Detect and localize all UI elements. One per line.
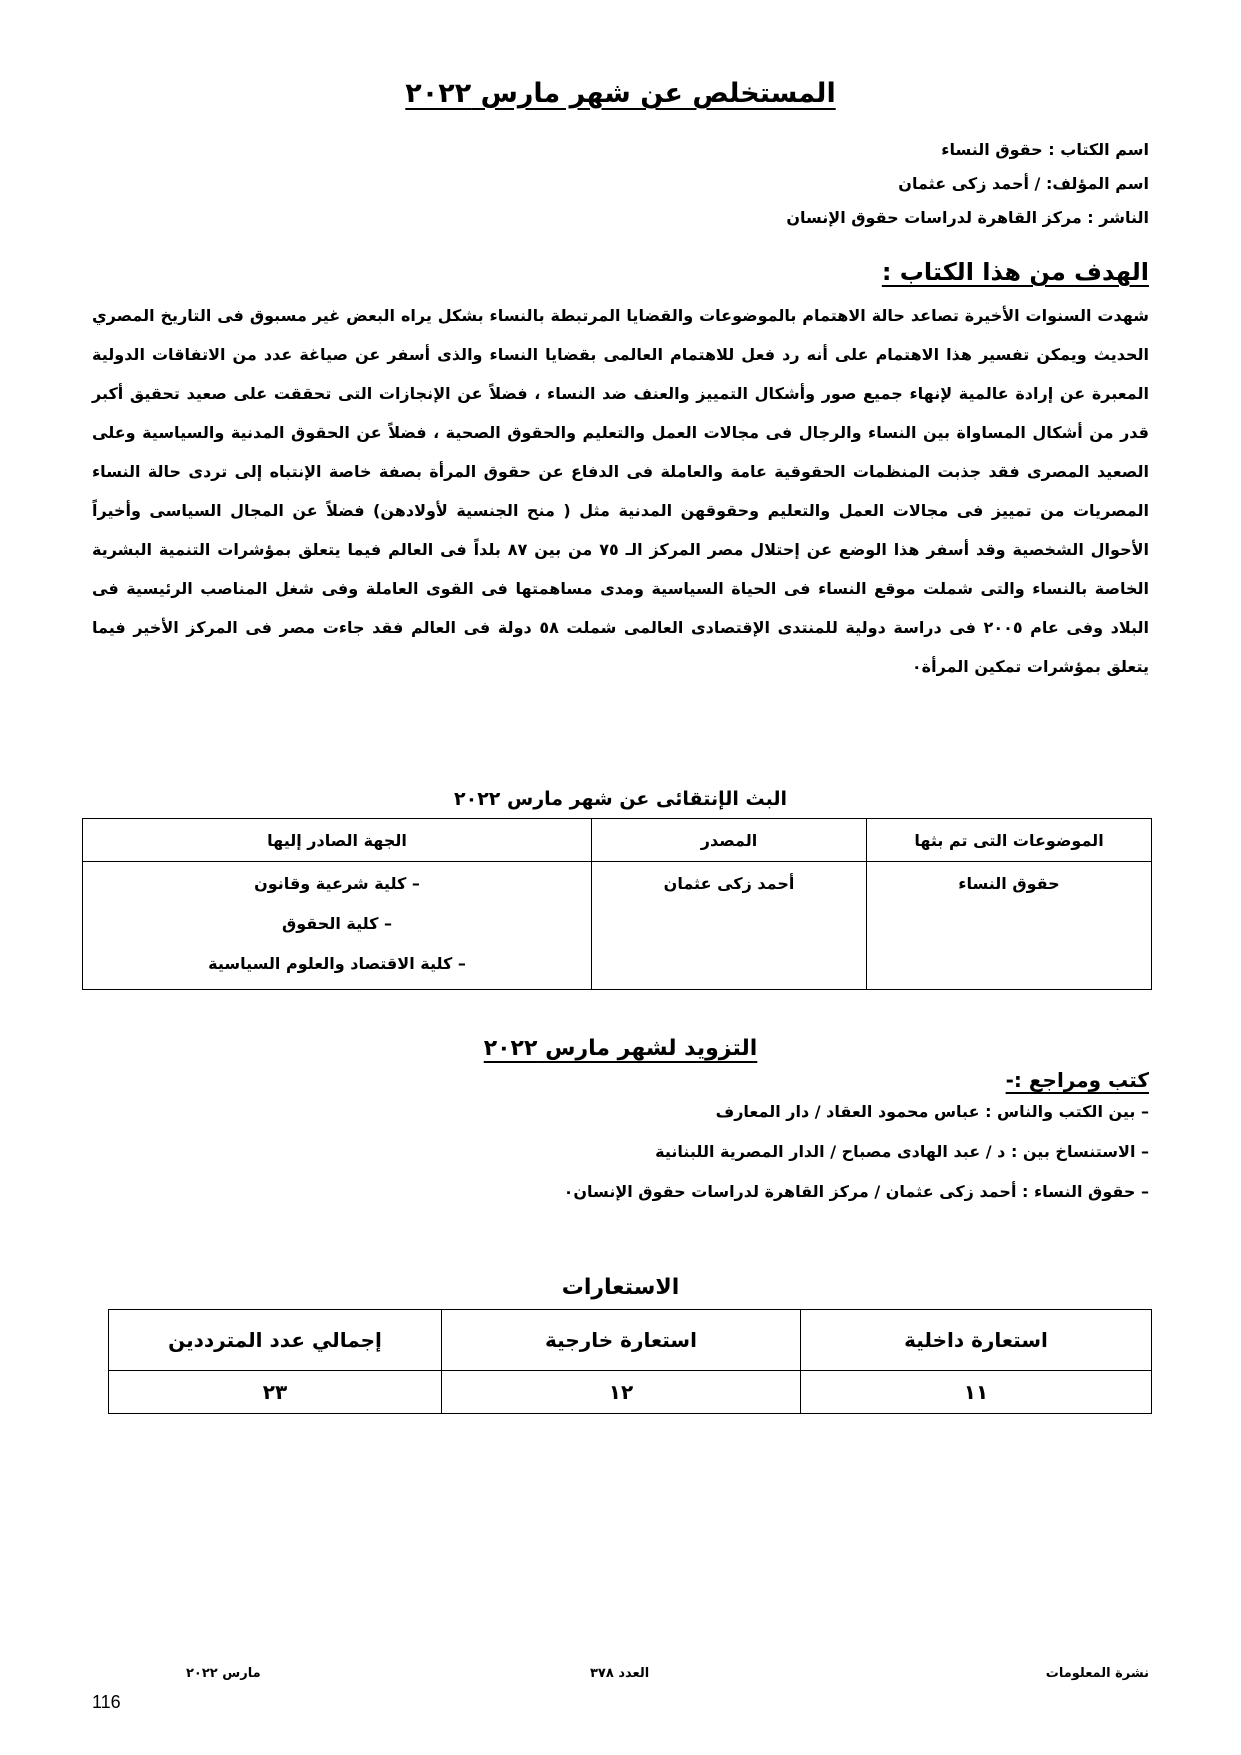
table-header-cell: الجهة الصادر إليها	[83, 819, 592, 862]
table-header-cell: الموضوعات التى تم بثها	[867, 819, 1152, 862]
table-cell: ١١	[801, 1371, 1152, 1414]
table-cell-topic: حقوق النساء	[867, 862, 1152, 990]
broadcast-title: البث الإنتقائى عن شهر مارس ٢٠٢٢	[454, 788, 787, 810]
book-author-line: اسم المؤلف: / أحمد زكى عثمان	[898, 174, 1149, 193]
book-title-line: اسم الكتاب : حقوق النساء	[941, 140, 1149, 159]
table-cell-recipients	[83, 862, 592, 990]
list-item: – كلية شرعية وقانون	[254, 874, 420, 893]
broadcast-table	[82, 818, 1152, 990]
page-title: المستخلص عن شهر مارس ٢٠٢٢	[405, 78, 836, 109]
table-header-row	[109, 1310, 1152, 1371]
table-header-cell: استعارة خارجية	[442, 1310, 801, 1371]
list-item: – كلية الحقوق	[281, 914, 393, 933]
footer-date: مارس ٢٠٢٢	[186, 1666, 261, 1681]
footer-publication: نشرة المعلومات	[1045, 1666, 1149, 1681]
supply-title: التزويد لشهر مارس ٢٠٢٢	[483, 1036, 758, 1061]
loans-title: الاستعارات	[561, 1275, 680, 1300]
table-cell-source: أحمد زكى عثمان	[592, 862, 867, 990]
loans-table	[108, 1309, 1152, 1414]
list-item: – بين الكتب والناس : عباس محمود العقاد / دار المعارف	[715, 1102, 1149, 1121]
refs-heading: كتب ومراجع :-	[1005, 1068, 1149, 1092]
footer-issue: العدد ٣٧٨	[590, 1666, 650, 1681]
table-header-row	[83, 819, 1152, 862]
table-header-cell: إجمالي عدد المترددين	[109, 1310, 442, 1371]
table-row	[83, 862, 1152, 990]
table-row	[109, 1371, 1152, 1414]
table-cell: ١٢	[442, 1371, 801, 1414]
table-cell: ٢٣	[109, 1371, 442, 1414]
page-number: 116	[92, 1692, 121, 1712]
list-item: – كلية الاقتصاد والعلوم السياسية	[208, 954, 466, 973]
table-header-cell: المصدر	[592, 819, 867, 862]
goal-heading: الهدف من هذا الكتاب :	[881, 258, 1149, 286]
goal-paragraph: شهدت السنوات الأخيرة تصاعد حالة الاهتمام بالموضوعات والقضايا المرتبطة بالنساء بشكل يراه البعض غير مسبوق فى التاريخ المصري الحديث ويمكن تفسير هذا الاهتمام على أنه رد فعل للاهتمام العالمى بقضايا النساء والذى أسفر عن صياغة عدد من الاتفاقات الدولية المعبرة عن إرادة عالمية لإنهاء جميع صور وأشكال التمييز والعنف ضد النساء ، فضلاً عن الإنجازات التى تحققت على صعيد تحقيق أكبر قدر من أشكال المساواة بين النساء والرجال فى مجالات العمل والتعليم والحقوق الصحية ، فضلاً عن الحقوق المدنية والسياسية وعلى الصعيد المصرى فقد جذبت المنظمات الحقوقية عامة والعاملة فى الدفاع عن حقوق المرأة بصفة خاصة الإنتباه إلى تردى حالة النساء المصريات من تمييز فى مجالات العمل والتعليم وحقوقهن المدنية مثل ( منح الجنسية لأولادهن) فضلاً عن المجال السياسى وأخيراً الأحوال الشخصية وقد أسفر هذا الوضع عن إحتلال مصر المركز الـ ٧٥ من بين ٨٧ بلداً فى العالم فيما يتعلق بمؤشرات التنمية البشرية الخاصة بالنساء والتى شملت موقع النساء فى الحياة السياسية ومدى مساهمتها فى القوى العاملة وفى شغل المناصب الرئيسية فى البلاد وفى عام ٢٠٠٥ فى دراسة دولية للمنتدى الإقتصادى العالمى شملت ٥٨ دولة فى العالم فقد جاءت مصر فى المركز الأخير فيما يتعلق بمؤشرات تمكين المرأة٠	[92, 306, 1150, 676]
table-header-cell: استعارة داخلية	[801, 1310, 1152, 1371]
list-item: – حقوق النساء : أحمد زكى عثمان / مركز القاهرة لدراسات حقوق الإنسان٠	[563, 1182, 1149, 1201]
list-item: – الاستنساخ بين : د / عبد الهادى مصباح / الدار المصرية اللبنانية	[655, 1142, 1149, 1161]
book-publisher-line: الناشر : مركز القاهرة لدراسات حقوق الإنسان	[786, 208, 1149, 227]
